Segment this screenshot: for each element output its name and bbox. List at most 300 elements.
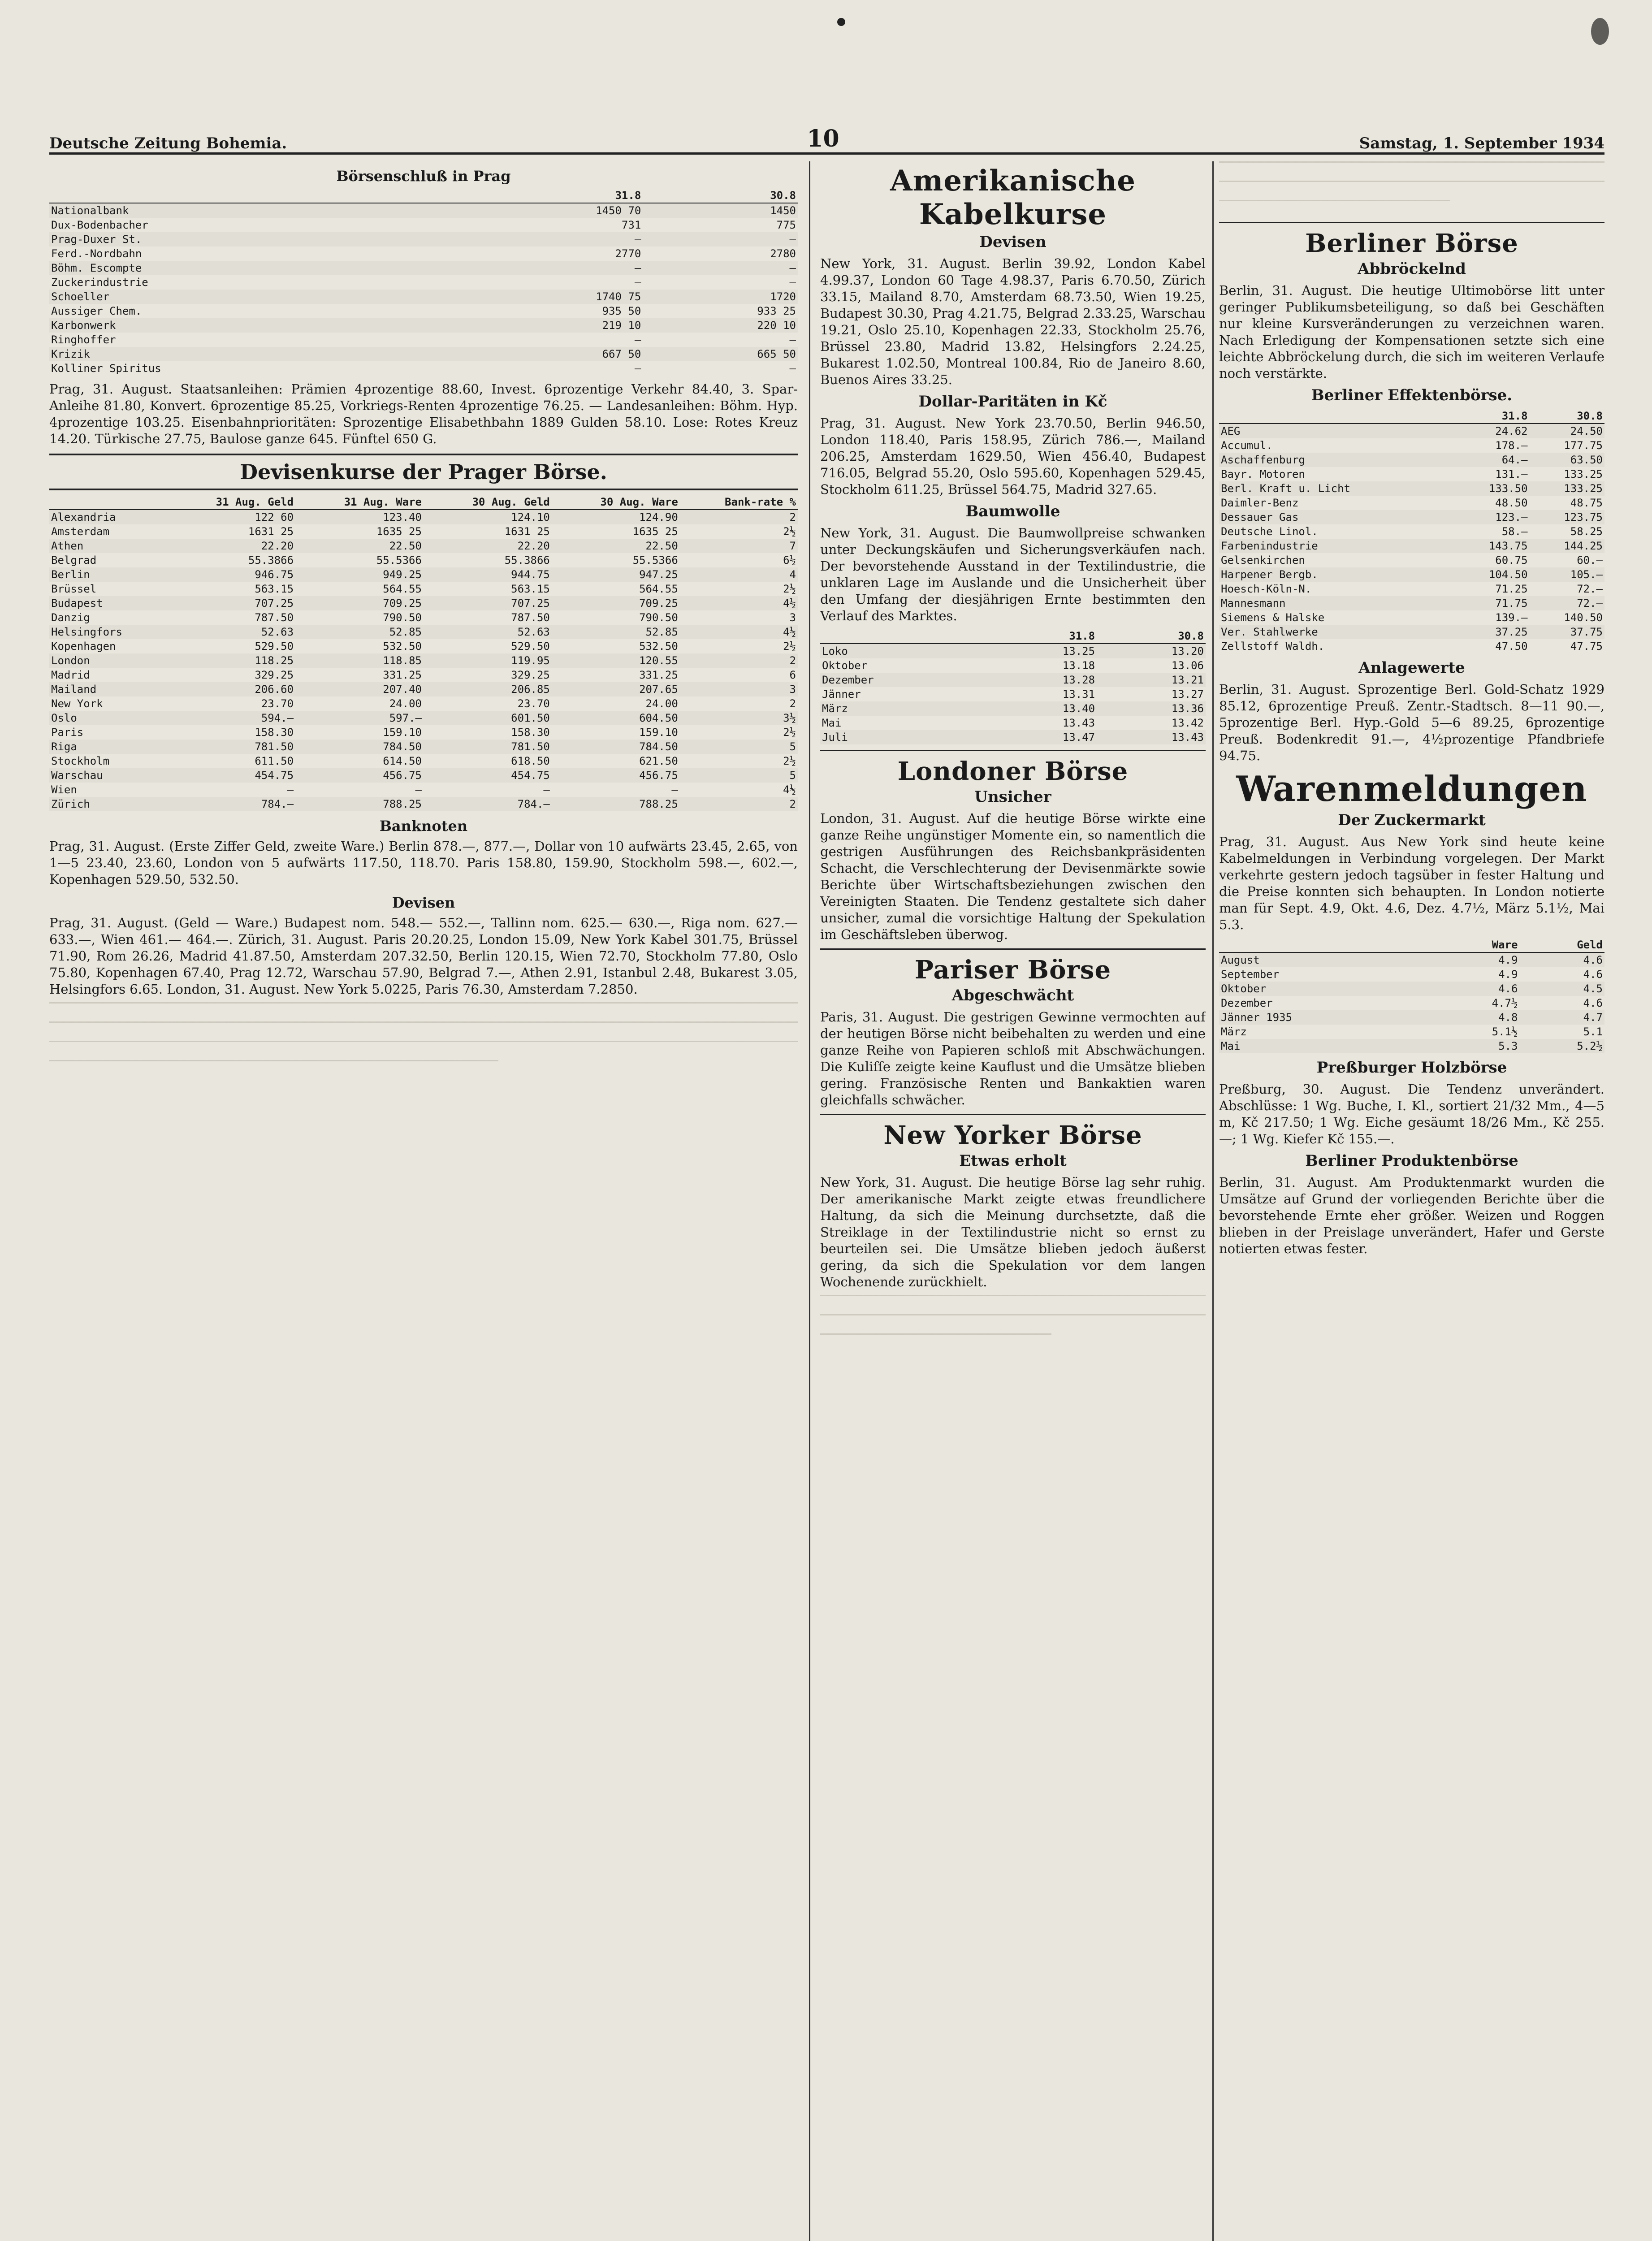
table-cell: 133.25 bbox=[1564, 468, 1603, 480]
table-cell: Berl. Kraft u. Licht bbox=[1219, 481, 1454, 496]
table-cell: 329.25 bbox=[511, 669, 550, 681]
table-cell: Danzig bbox=[51, 611, 90, 624]
banknoten-text: Prag, 31. August. (Erste Ziffer Geld, zweite Ware.) Berlin 878.—, 877.—, Dollar von 10 aufwärts 23.45, 2.65, von 1—5 23.40, 23.60, London von 5 aufwärts 117.50, 118.70. Paris 158.80, 159.90, Stockholm 598.—, 602.—, Kopenhagen 529.50, 532.50. bbox=[49, 839, 798, 887]
table-cell: März bbox=[1221, 1025, 1247, 1038]
amerikanische-devisen-title: Devisen bbox=[979, 233, 1047, 251]
table-cell: 5 bbox=[680, 740, 798, 754]
table-cell: Budapest bbox=[49, 596, 167, 610]
table-row bbox=[1219, 553, 1604, 567]
table-cell: 64.— bbox=[1454, 453, 1529, 467]
table-row bbox=[1219, 610, 1604, 625]
table-cell: 788.25 bbox=[552, 797, 680, 811]
table-cell: Aussiger Chem. bbox=[51, 305, 142, 317]
table-cell: New York bbox=[51, 697, 103, 710]
table-cell: 601.50 bbox=[424, 711, 552, 725]
table-cell: 159.10 bbox=[639, 726, 678, 739]
table-cell: 1740 75 bbox=[464, 290, 643, 304]
newyorker-text: New York, 31. August. Die heutige Börse lag sehr ruhig. Der amerikanische Markt zeigte etwas freundlichere Haltung, da sich die Meinung durchsetzte, daß die Streiklage in der Textilindustrie nicht so ernst zu beurteilen sei. Die Umsätze blieben jedoch äußerst gering, da sich die Spekulation vor dem langen Wochenende zurückhielt. bbox=[820, 1175, 1206, 1289]
table-cell: Zellstoff Waldh. bbox=[1221, 640, 1325, 653]
table-cell: 4 bbox=[680, 567, 798, 582]
table-row bbox=[1219, 453, 1604, 467]
table-header-row bbox=[49, 188, 798, 203]
table-cell: 790.50 bbox=[639, 611, 678, 624]
table-row bbox=[1219, 996, 1604, 1010]
table-cell: 2½ bbox=[783, 525, 796, 538]
table-cell: 1631 25 bbox=[504, 525, 550, 538]
illegible-text-line bbox=[49, 1060, 498, 1077]
table-cell: 4.7½ bbox=[1492, 997, 1518, 1009]
boersenschluesse-title: Börsenschluß in Prag bbox=[336, 168, 511, 185]
table-cell: Dezember bbox=[820, 673, 988, 687]
pariser-text: Paris, 31. August. Die gestrigen Gewinne vermochten auf der heutigen Börse nicht beibehalten zu werden und eine ganze Reihe von Papieren schloß mit Abschwächungen. Die Kuliſſe zeigte keine Kauflust und die Umsätze blieben gering. Französische Renten und Bankaktien waren gleichfalls schwächer. bbox=[820, 1009, 1206, 1108]
table-cell: Helsingfors bbox=[49, 625, 167, 639]
table-cell: 784.50 bbox=[295, 740, 424, 754]
table-cell: 947.25 bbox=[552, 567, 680, 582]
illegible-text-line bbox=[1219, 200, 1450, 216]
table-cell: 55.3866 bbox=[504, 554, 550, 567]
table-cell: 13.43 bbox=[1062, 717, 1095, 729]
table-cell: Harpener Bergb. bbox=[1219, 567, 1454, 582]
table-cell: Jänner bbox=[822, 688, 861, 701]
table-row bbox=[1219, 967, 1604, 982]
table-cell: 781.50 bbox=[424, 740, 552, 754]
table-cell: — bbox=[671, 783, 678, 796]
effekten-title: Berliner Effektenbörse. bbox=[1311, 386, 1513, 404]
table-cell: 13.42 bbox=[1171, 717, 1204, 729]
devisen-title: Devisen bbox=[392, 894, 455, 911]
table-cell: 784.— bbox=[167, 797, 295, 811]
column-header bbox=[1219, 409, 1454, 424]
table-cell: 949.25 bbox=[295, 567, 424, 582]
table-cell: Belgrad bbox=[51, 554, 97, 567]
table-cell: 207.65 bbox=[552, 682, 680, 697]
page-header bbox=[49, 121, 1604, 155]
table-row bbox=[820, 673, 1206, 687]
table-cell: 2770 bbox=[615, 247, 641, 260]
column-header: 31.8 bbox=[1454, 409, 1529, 424]
newyorker-title: New Yorker Börse bbox=[883, 1120, 1142, 1150]
column-header: 31 Aug. Geld bbox=[167, 495, 295, 510]
table-cell: 707.25 bbox=[167, 596, 295, 610]
table-cell: 6½ bbox=[783, 554, 796, 567]
table-cell: 2 bbox=[680, 797, 798, 811]
table-cell: 532.50 bbox=[383, 640, 422, 653]
holz-title: Preßburger Holzbörse bbox=[1316, 1059, 1507, 1077]
table-cell: 48.50 bbox=[1495, 497, 1528, 509]
table-cell: Gelsenkirchen bbox=[1221, 554, 1305, 567]
table-row bbox=[820, 730, 1206, 744]
table-cell: 105.— bbox=[1530, 567, 1604, 582]
zucker-title: Der Zuckermarkt bbox=[1338, 811, 1486, 829]
table-cell: 933 25 bbox=[757, 305, 796, 317]
table-cell: Mai bbox=[1219, 1039, 1435, 1053]
column-header bbox=[1219, 938, 1435, 952]
table-cell: Berlin bbox=[49, 567, 167, 582]
table-cell: September bbox=[1221, 968, 1280, 981]
table-row bbox=[49, 639, 798, 653]
table-cell: 13.43 bbox=[1097, 730, 1206, 744]
table-cell: Daimler-Benz bbox=[1221, 497, 1299, 509]
table-cell: AEG bbox=[1219, 424, 1454, 438]
table-cell: 4.9 bbox=[1498, 968, 1518, 981]
table-row bbox=[49, 247, 798, 261]
table-row bbox=[1219, 438, 1604, 453]
table-cell: 13.36 bbox=[1097, 701, 1206, 716]
zucker-table bbox=[1219, 938, 1604, 1053]
table-cell: 2 bbox=[789, 697, 796, 710]
table-cell: 139.— bbox=[1495, 611, 1528, 624]
table-cell: 456.75 bbox=[295, 768, 424, 783]
table-header-row bbox=[49, 495, 798, 510]
table-row bbox=[820, 701, 1206, 716]
table-cell: März bbox=[820, 701, 988, 716]
table-cell: 564.55 bbox=[383, 583, 422, 595]
table-cell: 790.50 bbox=[383, 611, 422, 624]
table-cell: Prag-Duxer St. bbox=[49, 232, 464, 247]
column-divider bbox=[1212, 161, 1214, 2241]
table-cell: 3 bbox=[680, 682, 798, 697]
table-cell: 71.25 bbox=[1495, 583, 1528, 595]
table-cell: 72.— bbox=[1530, 596, 1604, 610]
table-row bbox=[49, 783, 798, 797]
illegible-text-line bbox=[49, 1041, 798, 1057]
table-cell: 177.75 bbox=[1564, 439, 1603, 452]
table-cell: 131.— bbox=[1495, 468, 1528, 480]
column-header bbox=[49, 495, 167, 510]
table-cell: Karbonwerk bbox=[49, 318, 464, 333]
column-header: 30.8 bbox=[1097, 629, 1206, 644]
table-row bbox=[49, 333, 798, 347]
table-cell: 124.10 bbox=[424, 510, 552, 524]
table-cell: 13.47 bbox=[988, 730, 1097, 744]
illegible-text-line bbox=[820, 1295, 1206, 1311]
table-cell: 784.50 bbox=[552, 740, 680, 754]
table-cell: Oslo bbox=[49, 711, 167, 725]
table-row bbox=[49, 361, 798, 376]
table-cell: 5 bbox=[680, 768, 798, 783]
table-row bbox=[49, 510, 798, 524]
table-cell: 944.75 bbox=[424, 567, 552, 582]
newyorker-subtitle: Etwas erholt bbox=[959, 1152, 1067, 1170]
table-cell: 1635 25 bbox=[632, 525, 678, 538]
table-row bbox=[49, 740, 798, 754]
table-cell: 178.— bbox=[1495, 439, 1528, 452]
table-cell: 563.15 bbox=[511, 583, 550, 595]
table-cell: 58.25 bbox=[1570, 525, 1603, 538]
issue-date: Samstag, 1. September 1934 bbox=[1359, 134, 1604, 152]
anlagewerte-title: Anlagewerte bbox=[1358, 659, 1465, 677]
table-row bbox=[1219, 982, 1604, 996]
table-cell: Stockholm bbox=[51, 755, 110, 767]
holz-text: Preßburg, 30. August. Die Tendenz unverändert. Abschlüsse: 1 Wg. Buche, I. Kl., sortiert 21/32 Mm., 4—5 m, Kč 217.50; 1 Wg. Eiche gesäumt 18/26 Mm., Kč 255.—; 1 Wg. Kiefer Kč 155.—. bbox=[1219, 1082, 1604, 1146]
table-cell: 4.9 bbox=[1435, 952, 1520, 967]
newspaper-title: Deutsche Zeitung Bohemia. bbox=[49, 134, 287, 152]
table-cell: 775 bbox=[776, 219, 796, 231]
table-row bbox=[49, 203, 798, 218]
table-cell: 614.50 bbox=[383, 755, 422, 767]
table-cell: 158.30 bbox=[511, 726, 550, 739]
table-cell: — bbox=[464, 232, 643, 247]
table-row bbox=[49, 610, 798, 625]
table-cell: 206.60 bbox=[167, 682, 295, 697]
table-cell: 787.50 bbox=[511, 611, 550, 624]
table-cell: 23.70 bbox=[517, 697, 550, 710]
table-cell: Loko bbox=[820, 644, 988, 658]
table-cell: 37.25 bbox=[1454, 625, 1529, 639]
table-cell: Ringhoffer bbox=[51, 333, 116, 346]
table-row bbox=[49, 524, 798, 539]
table-cell: Oktober bbox=[822, 659, 868, 672]
table-cell: — bbox=[415, 783, 422, 796]
londoner-title: Londoner Börse bbox=[897, 757, 1129, 786]
table-row bbox=[49, 653, 798, 668]
table-cell: — bbox=[789, 333, 796, 346]
boersenschluesse-table bbox=[49, 188, 798, 376]
table-cell: 104.50 bbox=[1454, 567, 1529, 582]
illegible-text-line bbox=[820, 1333, 1051, 1350]
table-row bbox=[820, 658, 1206, 673]
table-cell: 4.7 bbox=[1519, 1010, 1604, 1025]
table-cell: 24.00 bbox=[645, 697, 678, 710]
table-row bbox=[1219, 567, 1604, 582]
table-cell: Schoeller bbox=[49, 290, 464, 304]
table-cell: Kolliner Spiritus bbox=[51, 362, 161, 375]
amerikanische-text: New York, 31. August. Berlin 39.92, London Kabel 4.99.37, London 60 Tage 4.98.37, Paris 6.70.50, Zürich 33.15, Mailand 8.70, Amsterdam 68.73.50, Wien 19.25, Budapest 30.30, Prag 4.21.75, Belgrad 2.33.25, Warschau 19.21, Oslo 25.10, Kopenhagen 22.33, Stockholm 25.76, Brüssel 23.80, Madrid 13.82, Helsingfors 2.24.25, Bukarest 1.02.50, Montreal 100.84, Rio de Janeiro 8.60, Buenos Aires 33.25. bbox=[820, 256, 1206, 387]
table-row bbox=[1219, 1039, 1604, 1053]
column-right bbox=[1219, 161, 1604, 2241]
produkten-title: Berliner Produktenbörse bbox=[1305, 1152, 1518, 1170]
table-cell: 58.— bbox=[1501, 525, 1528, 538]
illegible-text-line bbox=[49, 1021, 798, 1038]
column-header: Bank-rate % bbox=[680, 495, 798, 510]
table-cell: Warschau bbox=[49, 768, 167, 783]
table-cell: 1635 25 bbox=[376, 525, 422, 538]
table-cell: 4.6 bbox=[1583, 968, 1603, 981]
table-cell: Zürich bbox=[49, 797, 167, 811]
table-cell: Mailand bbox=[49, 682, 167, 697]
pariser-title: Pariser Börse bbox=[914, 955, 1111, 985]
table-cell: 454.75 bbox=[424, 768, 552, 783]
table-cell: 784.— bbox=[424, 797, 552, 811]
table-cell: 4.5 bbox=[1519, 982, 1604, 996]
table-cell: — bbox=[464, 261, 643, 275]
column-middle bbox=[820, 161, 1206, 2241]
table-cell: Nationalbank bbox=[49, 203, 464, 218]
table-cell: 529.50 bbox=[511, 640, 550, 653]
table-cell: 123.75 bbox=[1530, 510, 1604, 524]
table-cell: 13.31 bbox=[1062, 688, 1095, 701]
column-header: 30.8 bbox=[643, 188, 798, 203]
table-cell: 55.5366 bbox=[632, 554, 678, 567]
table-cell: 331.25 bbox=[639, 669, 678, 681]
table-cell: Farbenindustrie bbox=[1219, 539, 1454, 553]
table-cell: 52.85 bbox=[295, 625, 424, 639]
table-cell: Madrid bbox=[51, 669, 90, 681]
table-cell: 71.75 bbox=[1454, 596, 1529, 610]
berliner-text: Berlin, 31. August. Die heutige Ultimobörse litt unter geringer Publikumsbeteiligung, so daß bei Geschäften nur kleine Kursveränderungen zu verzeichnen waren. Nach Erledigung der Kompensationen setzte sich eine leichte Abbröckelung durch, die sich im weiteren Verlaufe noch verstärkte. bbox=[1219, 283, 1604, 381]
table-row bbox=[1219, 952, 1604, 967]
table-cell: 13.21 bbox=[1097, 673, 1206, 687]
table-cell: 52.85 bbox=[552, 625, 680, 639]
table-cell: 24.50 bbox=[1530, 424, 1604, 438]
table-cell: 4.6 bbox=[1583, 997, 1603, 1009]
table-row bbox=[49, 318, 798, 333]
table-cell: 118.85 bbox=[295, 653, 424, 668]
table-cell: 72.— bbox=[1577, 583, 1603, 595]
table-cell: 4.6 bbox=[1435, 982, 1520, 996]
column-header: 30.8 bbox=[1530, 409, 1604, 424]
table-cell: 13.06 bbox=[1171, 659, 1204, 672]
table-cell: 24.00 bbox=[389, 697, 422, 710]
table-cell: 597.— bbox=[295, 711, 424, 725]
column-header: 31.8 bbox=[464, 188, 643, 203]
table-cell: — bbox=[789, 362, 796, 375]
table-cell: — bbox=[634, 333, 641, 346]
table-cell: — bbox=[543, 783, 550, 796]
londoner-subtitle: Unsicher bbox=[974, 788, 1051, 806]
table-cell: 24.62 bbox=[1454, 424, 1529, 438]
table-row bbox=[1219, 424, 1604, 438]
table-cell: 5.1½ bbox=[1492, 1025, 1518, 1038]
section-divider bbox=[1219, 222, 1604, 223]
table-header-row bbox=[1219, 409, 1604, 424]
table-cell: Zuckerindustrie bbox=[51, 276, 148, 289]
baumwolle-title: Baumwolle bbox=[965, 502, 1060, 520]
table-cell: Athen bbox=[49, 539, 167, 553]
table-cell: 707.25 bbox=[424, 596, 552, 610]
table-row bbox=[1219, 639, 1604, 653]
table-row bbox=[1219, 1010, 1604, 1025]
table-cell: 23.70 bbox=[261, 697, 294, 710]
table-row bbox=[49, 539, 798, 553]
table-cell: — bbox=[643, 232, 798, 247]
illegible-text-line bbox=[49, 1002, 798, 1019]
illegible-text-line bbox=[1219, 181, 1604, 197]
table-cell: 709.25 bbox=[552, 596, 680, 610]
table-cell: Mai bbox=[822, 717, 842, 729]
table-cell: 2780 bbox=[770, 247, 796, 260]
table-cell: 13.25 bbox=[988, 644, 1097, 658]
table-cell: 122 60 bbox=[167, 510, 295, 524]
table-cell: 47.50 bbox=[1495, 640, 1528, 653]
table-row bbox=[1219, 510, 1604, 524]
table-cell: Amsterdam bbox=[51, 525, 110, 538]
table-cell: 1450 70 bbox=[464, 203, 643, 218]
table-row bbox=[1219, 524, 1604, 539]
table-row bbox=[49, 275, 798, 290]
table-cell: Juli bbox=[820, 730, 988, 744]
table-row bbox=[49, 768, 798, 783]
illegible-text-line bbox=[1219, 161, 1604, 178]
table-cell: 133.50 bbox=[1454, 481, 1529, 496]
table-cell: Jänner 1935 bbox=[1219, 1010, 1435, 1025]
table-cell: 667 50 bbox=[464, 347, 643, 361]
table-row bbox=[1219, 539, 1604, 553]
berliner-subtitle: Abbröckelnd bbox=[1358, 260, 1466, 278]
baumwolle-text: New York, 31. August. Die Baumwollpreise schwanken unter Deckungskäufen und Sicherungsverkäufen nach. Der bevorstehende Ausstand in der Textilindustrie, die unklaren Lage im Auslande und die Unsicherheit über den Umfang der diesjährigen Ernte bestimmten den Verlauf des Marktes. bbox=[820, 525, 1206, 623]
column-header: 31 Aug. Ware bbox=[295, 495, 424, 510]
table-cell: 119.95 bbox=[424, 653, 552, 668]
table-cell: 2½ bbox=[783, 726, 796, 739]
table-cell: 1450 bbox=[643, 203, 798, 218]
table-cell: 219 10 bbox=[464, 318, 643, 333]
table-cell: 2 bbox=[680, 653, 798, 668]
table-row bbox=[1219, 596, 1604, 610]
table-header-row bbox=[1219, 938, 1604, 952]
table-cell: 4½ bbox=[680, 625, 798, 639]
table-cell: 788.25 bbox=[295, 797, 424, 811]
table-cell: 781.50 bbox=[167, 740, 295, 754]
table-cell: 52.63 bbox=[167, 625, 295, 639]
table-row bbox=[1219, 467, 1604, 481]
table-cell: Oktober bbox=[1219, 982, 1435, 996]
column-header: Ware bbox=[1435, 938, 1520, 952]
table-row bbox=[49, 567, 798, 582]
table-row bbox=[820, 644, 1206, 658]
table-row bbox=[49, 582, 798, 596]
table-cell: 4.6 bbox=[1519, 952, 1604, 967]
amerikanische-title: Amerikanische Kabelkurse bbox=[890, 164, 1136, 231]
table-cell: Aschaffenburg bbox=[1219, 453, 1454, 467]
table-cell: 5.3 bbox=[1435, 1039, 1520, 1053]
table-cell: — bbox=[634, 362, 641, 375]
table-row bbox=[820, 716, 1206, 730]
table-cell: 159.10 bbox=[383, 726, 422, 739]
table-cell: 144.25 bbox=[1530, 539, 1604, 553]
table-cell: 55.5366 bbox=[376, 554, 422, 567]
table-cell: 22.20 bbox=[424, 539, 552, 553]
table-cell: — bbox=[789, 276, 796, 289]
londoner-text: London, 31. August. Auf die heutige Börse wirkte eine ganze Reihe ungünstiger Momente ein, so namentlich die gestrigen Ausführungen des Reichsbankpräsidenten Schacht, die Verschlechterung der Devisenmärkte sowie Berichte über Wirtschaftsbeziehungen zwischen den Vereinigten Staaten. Die Tendenz gestaltete sich daher unsicher, zumal die vorsichtige Haltung der Spekulation im Geschäftsleben überwog. bbox=[820, 811, 1206, 942]
table-row bbox=[49, 711, 798, 725]
table-cell: Dezember bbox=[1221, 997, 1273, 1009]
table-cell: 13.27 bbox=[1171, 688, 1204, 701]
table-row bbox=[49, 347, 798, 361]
table-cell: 611.50 bbox=[255, 755, 294, 767]
table-cell: 5.1 bbox=[1583, 1025, 1603, 1038]
table-cell: 4.8 bbox=[1435, 1010, 1520, 1025]
table-row bbox=[49, 304, 798, 318]
table-cell: 6 bbox=[789, 669, 796, 681]
berliner-title: Berliner Börse bbox=[1305, 229, 1518, 258]
column-header: Geld bbox=[1519, 938, 1604, 952]
table-row bbox=[49, 553, 798, 567]
table-cell: 456.75 bbox=[552, 768, 680, 783]
table-cell: 123.40 bbox=[295, 510, 424, 524]
table-cell: 604.50 bbox=[552, 711, 680, 725]
table-cell: Böhm. Escompte bbox=[49, 261, 464, 275]
column-header: 30 Aug. Ware bbox=[552, 495, 680, 510]
table-header-row bbox=[820, 629, 1206, 644]
table-row bbox=[49, 232, 798, 247]
table-cell: 13.20 bbox=[1097, 644, 1206, 658]
page-number: 10 bbox=[807, 125, 839, 152]
warenmeldungen-title: Warenmeldungen bbox=[1236, 769, 1587, 809]
table-cell: Deutsche Linol. bbox=[1221, 525, 1318, 538]
table-cell: 5.2½ bbox=[1519, 1039, 1604, 1053]
table-row bbox=[49, 290, 798, 304]
ink-spot bbox=[1591, 18, 1609, 45]
table-cell: 47.75 bbox=[1570, 640, 1603, 653]
table-cell: 709.25 bbox=[295, 596, 424, 610]
table-cell: 207.40 bbox=[295, 682, 424, 697]
table-cell: 4½ bbox=[783, 783, 796, 796]
dollar-paritaeten-text: Prag, 31. August. New York 23.70.50, Berlin 946.50, London 118.40, Paris 158.95, Zürich 786.—, Mailand 206.25, Amsterdam 1629.50, Wien 456.40, Budapest 716.05, Belgrad 55.20, Oslo 595.60, Kopenhagen 529.45, Stockholm 611.25, Brüssel 564.75, Madrid 327.65. bbox=[820, 415, 1206, 497]
dollar-paritaeten-title: Dollar-Paritäten in Kč bbox=[918, 393, 1107, 411]
table-cell: Dessauer Gas bbox=[1219, 510, 1454, 524]
table-cell: 37.75 bbox=[1530, 625, 1604, 639]
table-row bbox=[820, 687, 1206, 701]
